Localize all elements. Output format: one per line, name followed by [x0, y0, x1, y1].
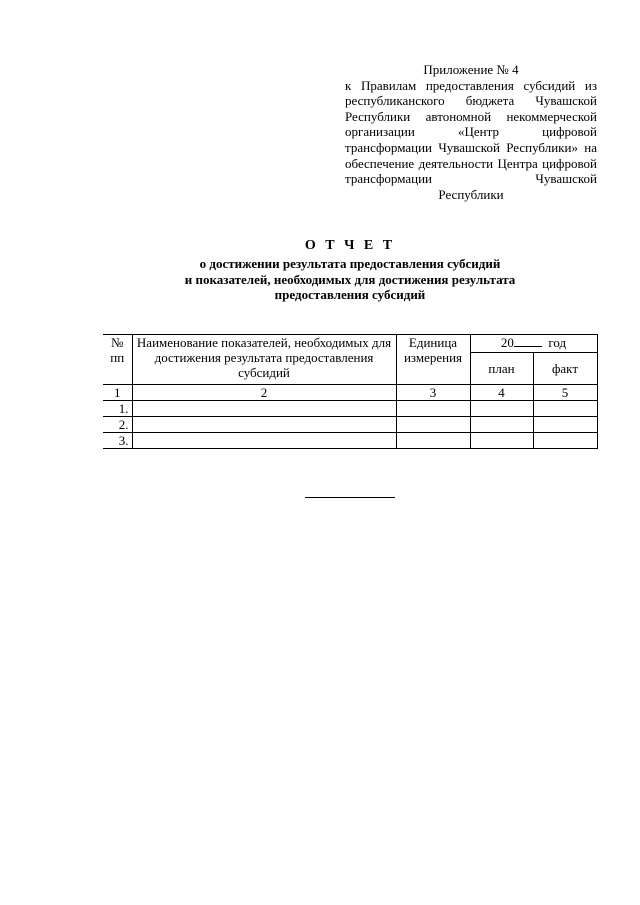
report-subtitle-line: и показателей, необходимых для достижения результата	[184, 271, 516, 287]
year-prefix: 20	[500, 335, 514, 350]
column-number: 4	[470, 385, 533, 401]
table-cell	[470, 417, 533, 433]
table-cell	[132, 417, 396, 433]
table-row	[103, 401, 597, 417]
header-col-plan: план	[470, 353, 533, 385]
table-cell	[132, 401, 396, 417]
header-col-unit: Единица измерения	[396, 335, 470, 385]
table-cell	[396, 417, 470, 433]
table-row	[103, 433, 597, 449]
column-numbers-row	[103, 385, 597, 401]
appendix-block	[345, 62, 597, 202]
appendix-title: Приложение № 4	[423, 62, 519, 77]
report-subtitle	[0, 256, 640, 303]
row-number: 3.	[103, 433, 132, 449]
table-cell	[533, 417, 597, 433]
header-col-number: № пп	[103, 335, 132, 385]
column-number: 2	[132, 385, 396, 401]
table-row	[103, 417, 597, 433]
header-col-year	[470, 335, 597, 353]
column-number: 3	[396, 385, 470, 401]
header-col-fact: факт	[533, 353, 597, 385]
column-number: 1	[103, 385, 132, 401]
column-number: 5	[533, 385, 597, 401]
table-cell	[132, 433, 396, 449]
table-cell	[470, 433, 533, 449]
row-number: 1.	[103, 401, 132, 417]
appendix-last-line: Республики	[438, 186, 504, 202]
year-suffix: год	[548, 335, 567, 350]
appendix-body: к Правилам предоставления субсидий из республиканского бюджета Чувашской Республики автономной некоммерческой организации «Центр цифровой трансформации Чувашской Республики» на обеспечение деятельности Центра цифровой трансформации Чувашской	[345, 77, 597, 187]
report-subtitle-line: о достижении результата предоставления субсидий	[199, 256, 501, 271]
report-title: О Т Ч Е Т	[304, 238, 396, 253]
report-table	[103, 334, 598, 449]
table-cell	[470, 401, 533, 417]
year-blank	[514, 335, 542, 347]
closing-divider	[305, 497, 395, 498]
table-cell	[396, 433, 470, 449]
table-cell	[533, 433, 597, 449]
row-number: 2.	[103, 417, 132, 433]
table-cell	[396, 401, 470, 417]
report-subtitle-line: предоставления субсидий	[274, 287, 426, 302]
header-col-name: Наименование показателей, необходимых для достижения результата предоставления субсидий	[132, 335, 396, 385]
table-cell	[533, 401, 597, 417]
